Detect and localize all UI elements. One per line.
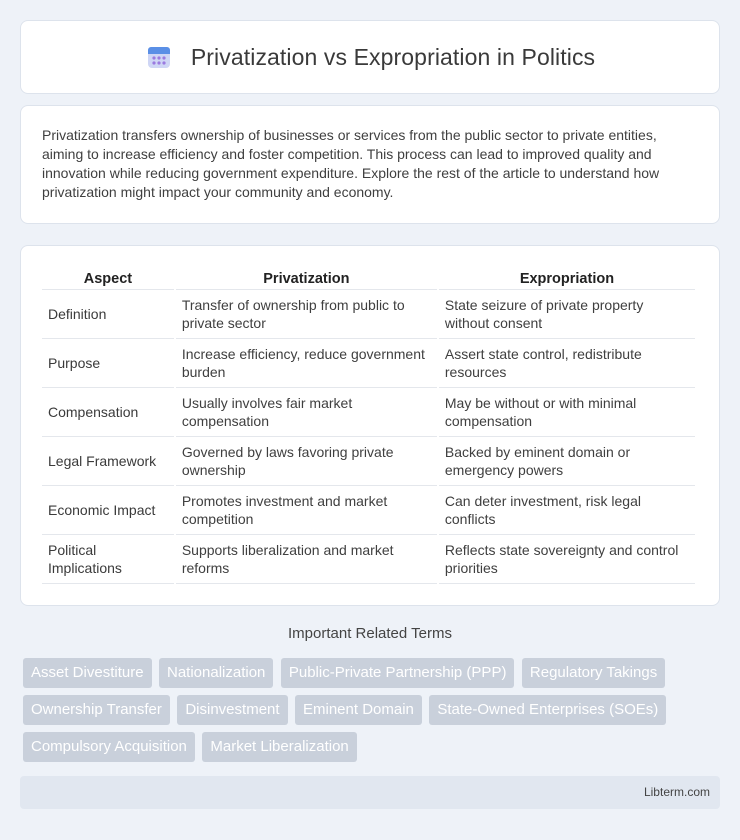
row-privatization: Promotes investment and market competition — [176, 486, 437, 535]
calendar-icon — [145, 43, 173, 71]
row-expropriation: May be without or with minimal compensation — [439, 388, 695, 437]
tag-public-private-partnership[interactable]: Public-Private Partnership (PPP) — [281, 658, 515, 688]
related-terms-list — [23, 658, 723, 769]
row-privatization: Supports liberalization and market reforms — [176, 535, 437, 584]
page-title: Privatization vs Expropriation in Politics — [190, 43, 596, 70]
tag-ownership-transfer[interactable]: Ownership Transfer — [23, 695, 170, 725]
row-aspect: Legal Framework — [42, 437, 174, 486]
header-privatization: Privatization — [176, 266, 437, 290]
tag-asset-divestiture[interactable]: Asset Divestiture — [23, 658, 152, 688]
footer-site-link[interactable]: Libterm.com — [643, 785, 710, 799]
row-expropriation: State seizure of private property without consent — [439, 290, 695, 339]
row-expropriation: Backed by eminent domain or emergency powers — [439, 437, 695, 486]
tag-compulsory-acquisition[interactable]: Compulsory Acquisition — [23, 732, 195, 762]
table-row — [42, 535, 695, 584]
intro-card — [20, 105, 720, 224]
table-row — [42, 388, 695, 437]
comparison-card — [20, 245, 720, 606]
tag-market-liberalization[interactable]: Market Liberalization — [202, 732, 356, 762]
row-privatization: Increase efficiency, reduce government burden — [176, 339, 437, 388]
row-expropriation: Assert state control, redistribute resources — [439, 339, 695, 388]
row-aspect: Purpose — [42, 339, 174, 388]
header-expropriation: Expropriation — [439, 266, 695, 290]
table-header-row — [42, 266, 695, 290]
footer — [20, 776, 720, 809]
row-aspect: Economic Impact — [42, 486, 174, 535]
table-row — [42, 486, 695, 535]
row-privatization: Usually involves fair market compensation — [176, 388, 437, 437]
row-privatization: Governed by laws favoring private ownership — [176, 437, 437, 486]
row-privatization: Transfer of ownership from public to private sector — [176, 290, 437, 339]
tag-disinvestment[interactable]: Disinvestment — [177, 695, 287, 725]
row-aspect: Political Implications — [42, 535, 174, 584]
tag-eminent-domain[interactable]: Eminent Domain — [295, 695, 422, 725]
table-row — [42, 290, 695, 339]
tag-nationalization[interactable]: Nationalization — [159, 658, 273, 688]
table-row — [42, 339, 695, 388]
row-aspect: Compensation — [42, 388, 174, 437]
table-row — [42, 437, 695, 486]
tag-state-owned-enterprises[interactable]: State-Owned Enterprises (SOEs) — [429, 695, 666, 725]
tag-regulatory-takings[interactable]: Regulatory Takings — [522, 658, 665, 688]
title-card — [20, 20, 720, 94]
row-aspect: Definition — [42, 290, 174, 339]
row-expropriation: Can deter investment, risk legal conflicts — [439, 486, 695, 535]
comparison-table — [40, 266, 697, 584]
related-terms-title: Important Related Terms — [288, 625, 452, 642]
header-aspect: Aspect — [42, 266, 174, 290]
row-expropriation: Reflects state sovereignty and control priorities — [439, 535, 695, 584]
intro-text: Privatization transfers ownership of businesses or services from the public sector to private entities, aiming to increase efficiency and foster competition. This process can lead to improved quality and innovation while reducing government expenditure. Explore the rest of the article to understand how privatization might impact your community and economy. — [42, 127, 660, 200]
